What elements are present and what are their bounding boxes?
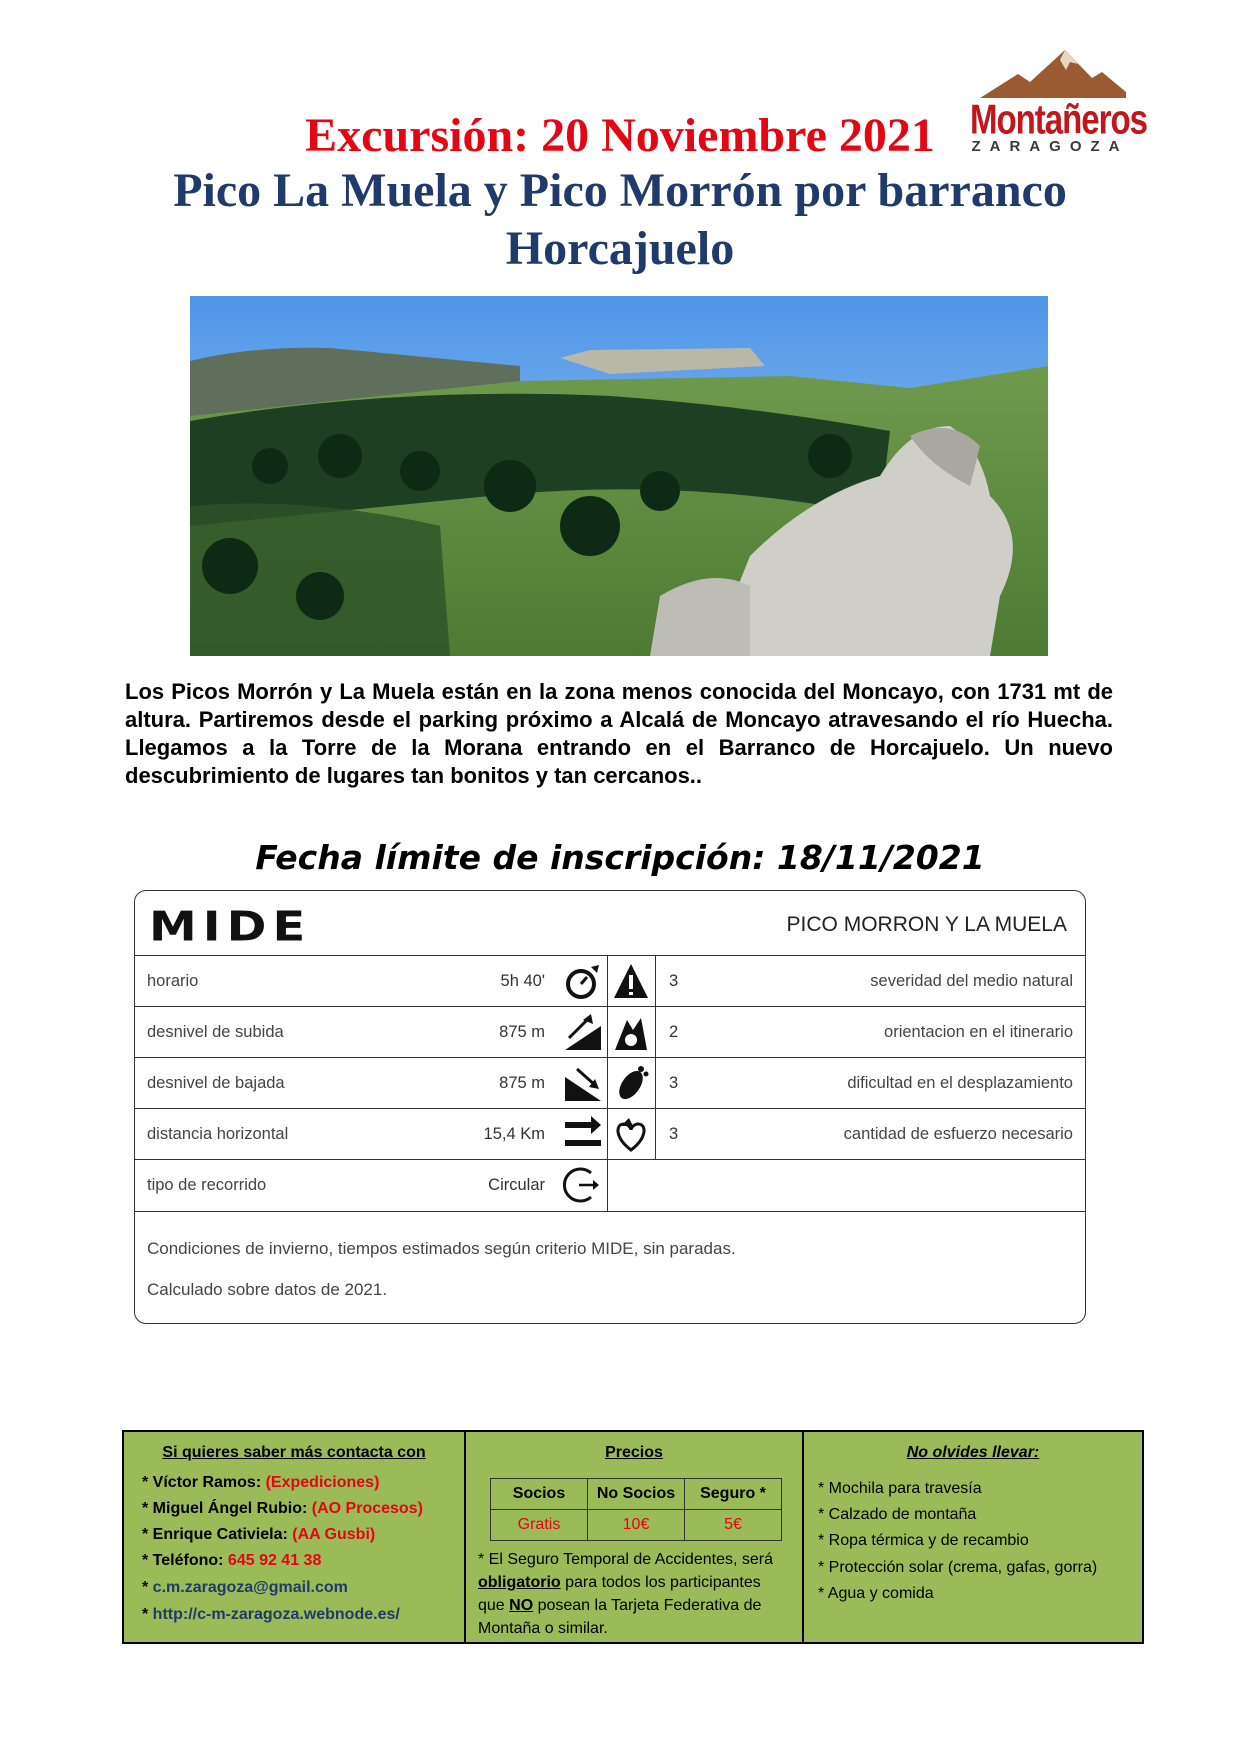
excursion-date-title: Excursión: 20 Noviembre 2021 (305, 109, 935, 162)
divider (135, 1057, 1085, 1058)
website-link[interactable]: http://c-m-zaragoza.webnode.es/ (152, 1606, 400, 1623)
distance-arrows-icon (563, 1114, 603, 1154)
divider (655, 955, 656, 1159)
landscape-photo (190, 296, 1048, 656)
mide-row-right-label: dificultad en el desplazamiento (847, 1074, 1073, 1092)
prices-box (464, 1430, 804, 1644)
mide-score: 3 (669, 1125, 679, 1143)
contact-line (142, 1500, 423, 1518)
mide-row-value: 15,4 Km (483, 1125, 545, 1143)
bullet: * (142, 1606, 153, 1623)
bring-item: * Agua y comida (818, 1585, 934, 1602)
contact-line (142, 1606, 400, 1624)
heart-effort-icon (611, 1114, 651, 1154)
insurance-emphasis: NO (509, 1597, 534, 1614)
insurance-note (478, 1548, 792, 1640)
bring-title: No olvides llevar: (906, 1444, 1040, 1461)
contact-role: (AA Gusbi) (292, 1526, 376, 1543)
price-value: 5€ (685, 1510, 782, 1541)
logo-city: ZARAGOZA (971, 138, 1129, 155)
contact-name: * Enrique Cativiela: (142, 1526, 293, 1543)
contact-box (122, 1430, 466, 1644)
bring-box (802, 1430, 1144, 1644)
bullet: * (142, 1579, 153, 1596)
mide-score: 2 (669, 1023, 679, 1041)
mide-row-label: distancia horizontal (147, 1125, 289, 1143)
mide-row-value: 875 m (499, 1074, 545, 1092)
orientation-icon (611, 1012, 651, 1052)
price-value: 10€ (588, 1510, 685, 1541)
bring-item: * Mochila para travesía (818, 1480, 982, 1497)
bring-item: * Calzado de montaña (818, 1506, 977, 1523)
mide-row-label: desnivel de bajada (147, 1074, 285, 1092)
contact-role: (Expediciones) (265, 1474, 380, 1491)
divider (135, 1006, 1085, 1007)
price-value: Gratis (491, 1510, 588, 1541)
contact-line (142, 1526, 375, 1544)
mide-row-right-label: severidad del medio natural (870, 972, 1073, 990)
mide-row-value: 875 m (499, 1023, 545, 1041)
price-header: No Socios (588, 1479, 685, 1510)
insurance-text: para todos los participantes (560, 1574, 761, 1591)
mide-logo: MIDE (149, 903, 312, 951)
mide-route-name: PICO MORRON Y LA MUELA (786, 913, 1067, 936)
prices-title: Precios (605, 1444, 663, 1461)
mide-note: Calculado sobre datos de 2021. (147, 1280, 388, 1299)
contact-title: Si quieres saber más contacta con (162, 1444, 426, 1461)
contact-line (142, 1579, 348, 1597)
prices-table (490, 1478, 782, 1541)
email-link[interactable]: c.m.zaragoza@gmail.com (152, 1579, 348, 1596)
mide-row-value: 5h 40' (500, 972, 545, 990)
insurance-text: que (478, 1597, 510, 1614)
divider (135, 1159, 1085, 1160)
insurance-line (478, 1571, 792, 1594)
divider (607, 955, 608, 1211)
montaneros-logo (970, 46, 1148, 158)
footprint-icon (611, 1063, 651, 1103)
stopwatch-icon (563, 961, 603, 1001)
mide-row-label: horario (147, 972, 199, 990)
contact-line (142, 1552, 321, 1570)
bring-item: * Ropa térmica y de recambio (818, 1532, 1029, 1549)
contact-line (142, 1474, 379, 1492)
mide-card (134, 890, 1086, 1324)
descent-icon (563, 1063, 603, 1103)
phone-label: * Teléfono: (142, 1552, 228, 1569)
mide-row-right-label: cantidad de esfuerzo necesario (843, 1125, 1073, 1143)
warning-triangle-icon (611, 961, 651, 1001)
logo-wordmark: Montañeros (970, 96, 1148, 143)
price-header: Seguro * (685, 1479, 782, 1510)
intro-paragraph: Los Picos Morrón y La Muela están en la zona menos conocida del Moncayo, con 1731 mt de altura. Partiremos desde el parking próximo a Alcalá de Moncayo atravesando el río Huecha. Llegamos a la Torre de la Morana entrando en el Barranco de Horcajuelo. Un nuevo descubrimiento de lugares tan bonitos y tan cercanos.. (125, 679, 1113, 788)
contact-name: * Miguel Ángel Rubio: (142, 1500, 312, 1517)
divider (135, 1108, 1085, 1109)
insurance-line: Montaña o similar. (478, 1620, 608, 1637)
mide-row-label: desnivel de subida (147, 1023, 284, 1041)
ascent-icon (563, 1012, 603, 1052)
bring-item: * Protección solar (crema, gafas, gorra) (818, 1559, 1098, 1576)
phone-number[interactable]: 645 92 41 38 (227, 1552, 322, 1569)
mide-score: 3 (669, 1074, 679, 1092)
insurance-line (478, 1594, 792, 1617)
insurance-text: posean la Tarjeta Federativa de (533, 1597, 762, 1614)
mide-row-value: Circular (488, 1176, 545, 1194)
mide-note: Condiciones de invierno, tiempos estimados según criterio MIDE, sin paradas. (147, 1239, 736, 1258)
excursion-route-title (0, 162, 1240, 278)
circular-route-icon (563, 1165, 603, 1205)
route-title-line-1: Pico La Muela y Pico Morrón por barranco (173, 164, 1067, 217)
insurance-emphasis: obligatorio (478, 1574, 561, 1591)
mide-row-right-label: orientacion en el itinerario (884, 1023, 1073, 1041)
registration-deadline: Fecha límite de inscripción: 18/11/2021 (255, 838, 985, 877)
price-header: Socios (491, 1479, 588, 1510)
divider (135, 955, 1085, 956)
mide-row-label: tipo de recorrido (147, 1176, 267, 1194)
route-title-line-2: Horcajuelo (505, 222, 735, 275)
contact-name: * Víctor Ramos: (142, 1474, 266, 1491)
divider (135, 1211, 1085, 1212)
insurance-line: * El Seguro Temporal de Accidentes, será (478, 1551, 773, 1568)
mide-score: 3 (669, 972, 679, 990)
contact-role: (AO Procesos) (311, 1500, 423, 1517)
